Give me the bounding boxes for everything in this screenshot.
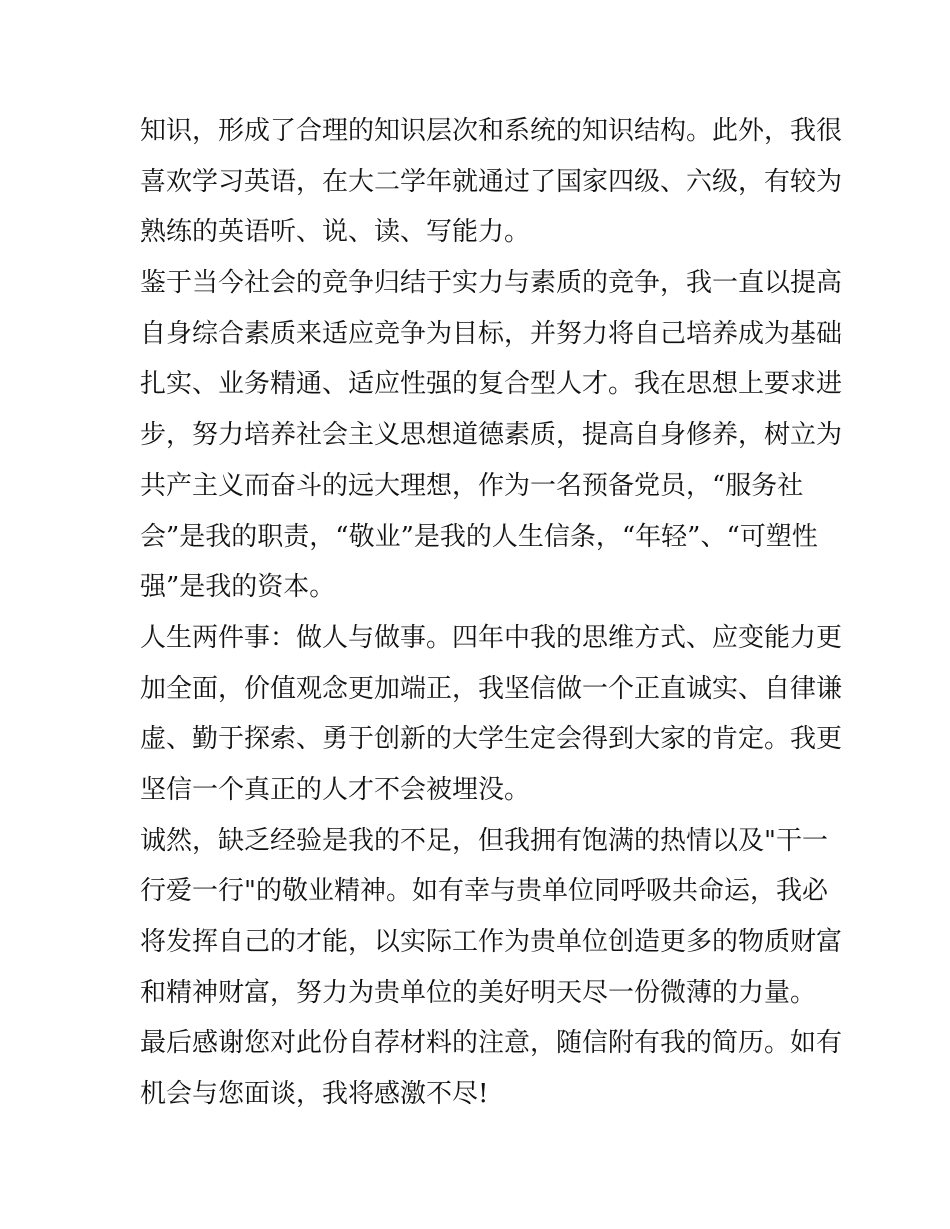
text-line: 熟练的英语听、说、读、写能力。 — [140, 217, 531, 248]
paragraph-commitment — [140, 816, 843, 1019]
text-line: 和精神财富，努力为贵单位的美好明天尽一份微薄的力量。 — [140, 977, 817, 1008]
text-line: 最后感谢您对此份自荐材料的注意，随信附有我的简历。如有 — [140, 1028, 843, 1059]
text-line: 鉴于当今社会的竞争归结于实力与素质的竞争，我一直以提高 — [140, 268, 843, 299]
text-line: 将发挥自己的才能，以实际工作为贵单位创造更多的物质财富 — [140, 927, 843, 957]
text-line: 会”是我的职责，“敬业”是我的人生信条，“年轻”、“可塑性 — [140, 521, 818, 552]
text-line: 喜欢学习英语，在大二学年就通过了国家四级、六级，有较为 — [140, 166, 843, 197]
text-line: 诚然，缺乏经验是我的不足，但我拥有饱满的热情以及"干一 — [140, 825, 828, 856]
paragraph-life — [140, 613, 843, 816]
text-line: 自身综合素质来适应竞争为目标，并努力将自己培养成为基础 — [140, 318, 843, 349]
text-line: 共产主义而奋斗的远大理想，作为一名预备党员，“服务社 — [140, 470, 804, 501]
paragraph-closing — [140, 1018, 843, 1119]
text-line: 行爱一行"的敬业精神。如有幸与贵单位同呼吸共命运，我必 — [140, 876, 828, 907]
document-body — [140, 106, 843, 1120]
paragraph-knowledge — [140, 106, 843, 258]
text-line: 步，努力培养社会主义思想道德素质，提高自身修养，树立为 — [140, 420, 843, 451]
text-line: 扎实、业务精通、适应性强的复合型人才。我在思想上要求进 — [140, 369, 843, 400]
text-line: 虚、勤于探索、勇于创新的大学生定会得到大家的肯定。我更 — [140, 724, 843, 755]
paragraph-competition — [140, 258, 843, 613]
text-line: 坚信一个真正的人才不会被埋没。 — [140, 774, 531, 805]
text-line: 人生两件事：做人与做事。四年中我的思维方式、应变能力更 — [140, 622, 843, 653]
text-line: 机会与您面谈，我将感激不尽! — [140, 1079, 489, 1110]
text-line: 加全面，价值观念更加端正，我坚信做一个正直诚实、自律谦 — [140, 673, 843, 704]
text-line: 强”是我的资本。 — [140, 572, 336, 603]
text-line: 知识，形成了合理的知识层次和系统的知识结构。此外，我很 — [140, 116, 843, 146]
